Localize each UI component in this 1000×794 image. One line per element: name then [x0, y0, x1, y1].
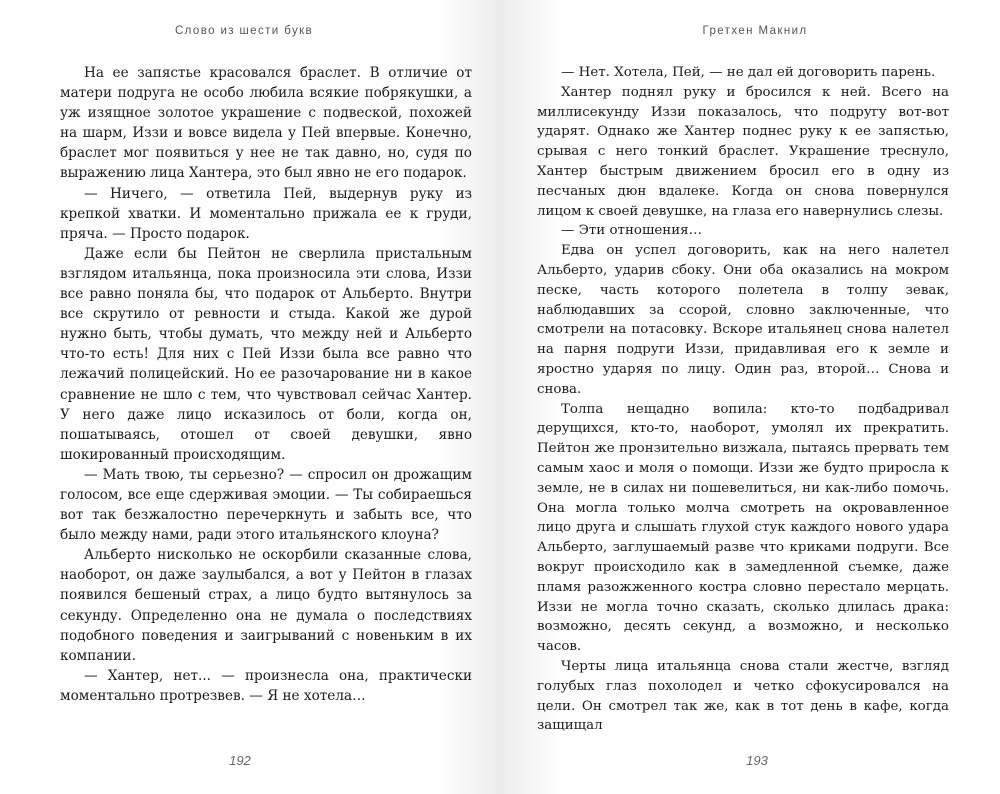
paragraph: Хантер поднял руку и бросился к ней. Всего на миллисекунду Иззи показалось, что подругу вот-вот ударят. Однако же Хантер поднес руку к ее запястью, срывая с него тонкий браслет. Украшение треснуло, Хантер быстрым движением бросил его в одну из песчаных дюн вдалеке. Когда он снова повернулся лицом к своей девушке, на глаза его навернулись слезы.: [537, 84, 949, 219]
paragraph: Альберто нисколько не оскорбили сказанные слова, наоборот, он даже заулыбался, а вот у Пейтон в глазах появился бешеный страх, а лицо будто вытянулось за секунду. Определенно она не думала о последствиях подобного поведения и заигрываний с новеньким в их компании.: [60, 547, 472, 664]
running-head-title: Слово из шести букв: [174, 25, 314, 37]
paragraph: — Нет. Хотела, Пей, — не дал ей договорить парень.: [561, 65, 936, 80]
page-number: 193: [746, 753, 768, 768]
paragraph: — Хантер, нет... — произнесла она, практически моментально протрезвев. — Я не хотела…: [60, 667, 472, 704]
left-page-text: [60, 63, 472, 706]
paragraph: Черты лица итальянца снова стали жестче, взгляд голубых глаз похолодел и четко сфокусировался на цели. Он смотрел так же, как в тот день в кафе, когда защищал: [537, 658, 949, 734]
paragraph: На ее запястье красовался браслет. В отличие от матери подруга не особо любила всякие побрякушки, а уж изящное золотое украшение с подвеской, похожей на шарм, Иззи и вовсе видела у Пей впервые. Конечно, браслет мог появиться у нее не так давно, но, судя по выражению лица Хантера, это был явно не его подарок.: [60, 65, 472, 182]
paragraph: Даже если бы Пейтон не сверлила пристальным взглядом итальянца, пока произносила эти слова, Иззи все равно поняла бы, что подарок от Альберто. Внутри все скрутило от ревности и стыда. Какой же дурой нужно быть, чтобы думать, что между ней и Альберто что-то есть! Для них с Пей Иззи была все равно что лежачий полицейский. Но ее разочарование ни в какое сравнение не шло с тем, что чувствовал сейчас Хантер. У него даже лицо исказилось от боли, когда он, пошатываясь, отошел от своей девушки, явно шокированный происходящим.: [60, 245, 472, 463]
page-number: 192: [229, 753, 251, 768]
right-page-text: [537, 63, 949, 736]
paragraph: — Эти отношения…: [561, 223, 703, 239]
running-head-author: Гретхен Макнил: [702, 25, 808, 37]
paragraph: — Мать твою, ты серьезно? — спросил он дрожащим голосом, все еще сдерживая эмоции. — Ты собираешься вот так безжалостно перечеркнуть и забыть все, что было между нами, ради этого итальянского клоуна?: [60, 466, 472, 544]
right-page: [500, 0, 1000, 794]
paragraph: — Ничего, — ответила Пей, выдернув руку из крепкой хватки. И моментально прижала ее к груди, пряча. — Просто подарок.: [60, 185, 472, 242]
paragraph: Едва он успел договорить, как на него налетел Альберто, ударив сбоку. Они оба оказались на мокром песке, часть которого полетела в толпу зевак, наблюдавших за ссорой, словно заключенные, что смотрели на потасовку. Вскоре итальянец снова налетел на парня подруги Иззи, придавливая его к земле и яростно ударяя по лицу. Один раз, второй… Снова и снова.: [537, 243, 949, 397]
paragraph: Толпа нещадно вопила: кто-то подбадривал дерущихся, кто-то, наоборот, умолял их прекратить. Пейтон же пронзительно визжала, пытаясь прервать тем самым хаос и моля о помощи. Иззи же будто приросла к земле, не в силах ни пошевелиться, ни как-либо помочь. Она могла только молча смотреть на окровавленное лицо друга и слышать глухой стук каждого нового удара Альберто, заглушаемый разве что криками подруги. Все вокруг происходило как в замедленной съемке, даже пламя разожженного костра словно перестало мерцать. Иззи не могла точно сказать, сколько длилась драка: возможно, десять секунд, а возможно, и несколько часов.: [537, 401, 949, 655]
